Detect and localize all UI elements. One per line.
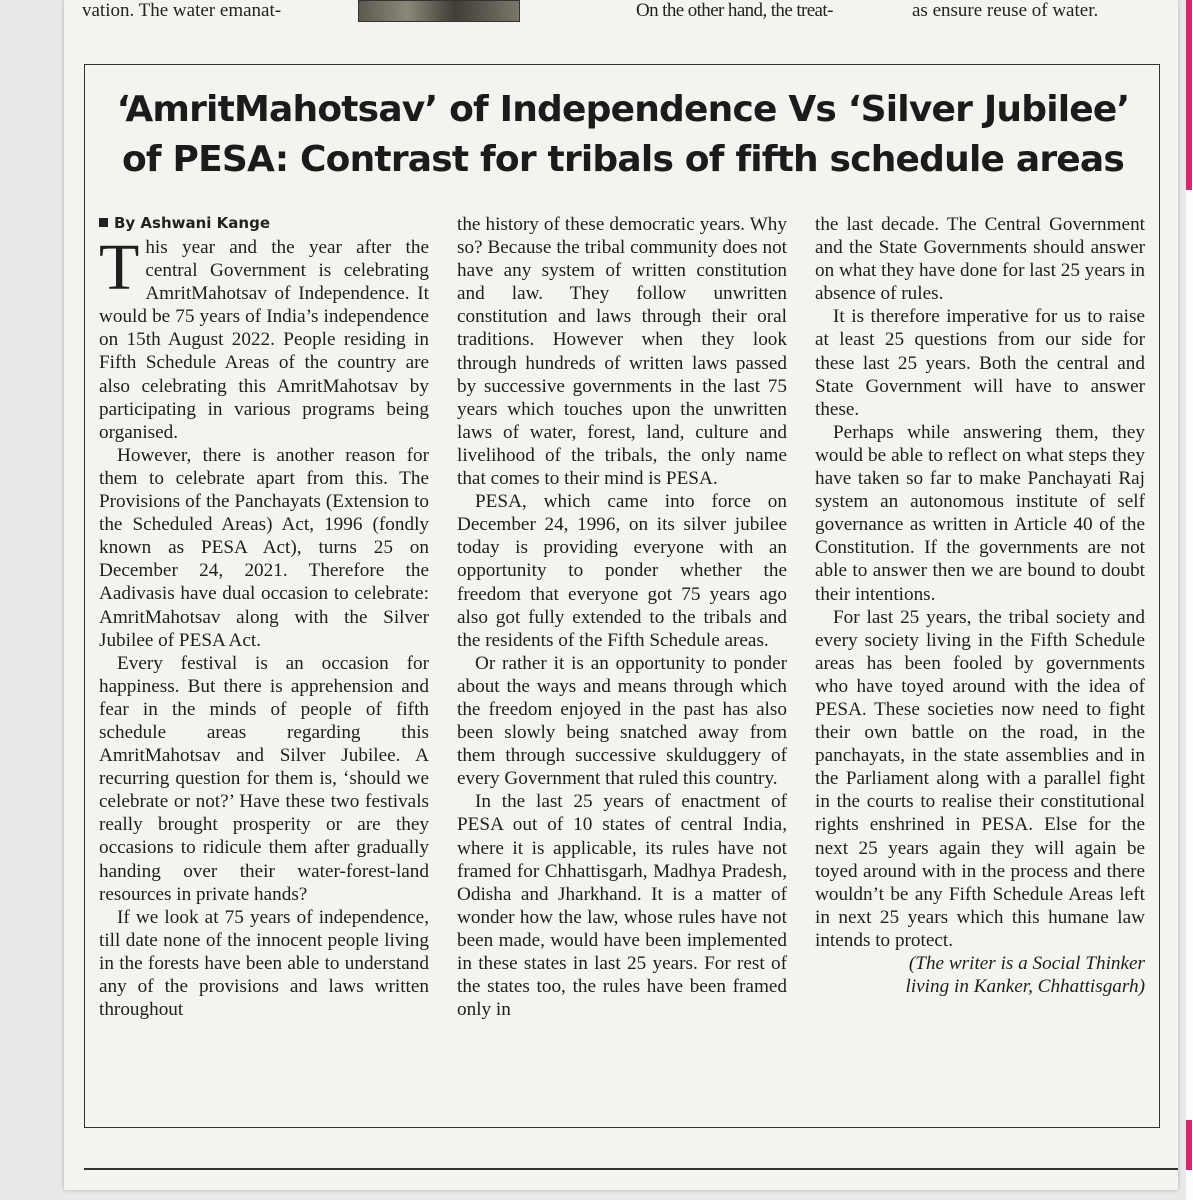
article-headline xyxy=(105,85,1141,185)
headline-line-1: ‘AmritMahotsav’ of Independence Vs ‘Silver Jubilee’ xyxy=(116,89,1130,130)
article-column-3 xyxy=(815,213,1145,998)
credit-line-2: living in Kanker, Chhattisgarh) xyxy=(905,976,1145,998)
previous-article-strip xyxy=(64,0,1178,28)
credit-line-1: (The writer is a Social Thinker xyxy=(908,953,1145,974)
paragraph: If we look at 75 years of independence, till date none of the innocent people living in the forests have been able to understand any of the provisions and laws written throughout xyxy=(99,906,429,1021)
paragraph: However, there is another reason for them to celebrate apart from this. The Provisions of the Panchayats (Extension to the Scheduled Areas) Act, 1996 (fondly known as PESA Act), turns 25 on December 24, 2021. Therefore the Aadivasis have dual occasion to celebrate: AmritMahotsav along with the Silver Jubilee of PESA Act. xyxy=(99,444,429,651)
newspaper-page xyxy=(64,0,1178,1190)
drop-cap: T xyxy=(99,231,140,304)
edge-color-mark xyxy=(1186,1120,1192,1170)
prev-article-text-right: as ensure reuse of water. xyxy=(912,0,1099,21)
paragraph: PESA, which came into force on December 24, 1996, on its silver jubilee today is providing everyone with an opportunity to ponder whether the freedom that everyone got 75 years ago also got fully extended to the tribals and the residents of the Fifth Schedule areas. xyxy=(457,491,787,651)
article-column-1 xyxy=(99,213,429,1021)
writer-credit xyxy=(815,952,1145,998)
paragraph: the last decade. The Central Government and the State Governments should answer on what they have done for last 25 years in absence of rules. xyxy=(815,214,1145,305)
paragraph: Every festival is an occasion for happiness. But there is apprehension and fear in the minds of people of fifth schedule areas regarding this AmritMahotsav and Silver Jubilee. A recurring question for them is, ‘should we celebrate or not?’ Have these two festivals really brought prosperity or are they occasions to ridicule them after gradually handing over their water-forest-land resources in private hands? xyxy=(99,652,429,905)
byline xyxy=(99,213,429,234)
prev-article-text-left: vation. The water emanat- xyxy=(82,0,282,21)
paragraph: the history of these democratic years. Why so? Because the tribal community does not have any system of written constitution and law. They follow unwritten constitution and laws through their oral traditions. However when they look through hundreds of written laws passed by successive governments in the last 75 years which touches upon the unwritten laws of water, forest, land, culture and livelihood of the tribals, the only name that comes to their mind is PESA. xyxy=(457,214,787,490)
prev-article-photo xyxy=(358,0,520,22)
edge-color-mark xyxy=(1186,0,1192,190)
paragraph: It is therefore imperative for us to raise at least 25 questions from our side for these last 25 years. Both the central and State Government will have to answer these. xyxy=(815,306,1145,420)
paragraph: In the last 25 years of enactment of PESA out of 10 states of central India, where it is applicable, its rules have not framed for Chhattisgarh, Madhya Pradesh, Odisha and Jharkhand. It is a matter of wonder how the law, whose rules have not been made, would have been implemented in these states in last 25 years. For rest of the states too, the rules have been framed only in xyxy=(457,791,787,1021)
article-column-2 xyxy=(457,213,787,1021)
paragraph xyxy=(99,231,429,444)
paragraph: Or rather it is an opportunity to ponder about the ways and means through which the freedom enjoyed in the past has also been slowly being snatched away from them through successive skulduggery of every Government that ruled this country. xyxy=(457,652,787,790)
byline-author: By Ashwani Kange xyxy=(114,214,271,232)
prev-article-text-middle: On the other hand, the treat- xyxy=(636,0,833,21)
bottom-rule xyxy=(84,1168,1178,1170)
paragraph: Perhaps while answering them, they would be able to reflect on what steps they have taken so far to make Panchayati Raj system an autonomous institute of self governance as written in Article 40 of the Constitution. If the governments are not able to answer then we are bound to doubt their intentions. xyxy=(815,421,1145,605)
paragraph: For last 25 years, the tribal society and every society living in the Fifth Schedule areas has been fooled by governments who have toyed around with the idea of PESA. These societies now need to fight their own battle on the road, in the panchayats, in the state assemblies and in the Parliament along with a parallel fight in the courts to realise their constitutional rights enshrined in PESA. Else for the next 25 years again they will again be toyed around with in the process and there wouldn’t be any Fifth Schedule Areas left in next 25 years which this humane law intends to protect. xyxy=(815,606,1145,951)
headline-line-2: of PESA: Contrast for tribals of fifth schedule areas xyxy=(121,139,1125,180)
article-box xyxy=(84,64,1160,1128)
byline-square-icon xyxy=(99,218,108,227)
paragraph-text: his year and the year after the central Government is celebrating AmritMahotsav of Independence. It would be 75 years of India’s independence on 15th August 2022. People residing in Fifth Schedule Areas of the country are also celebrating this AmritMahotsav by participating in various programs being organised. xyxy=(99,237,429,443)
